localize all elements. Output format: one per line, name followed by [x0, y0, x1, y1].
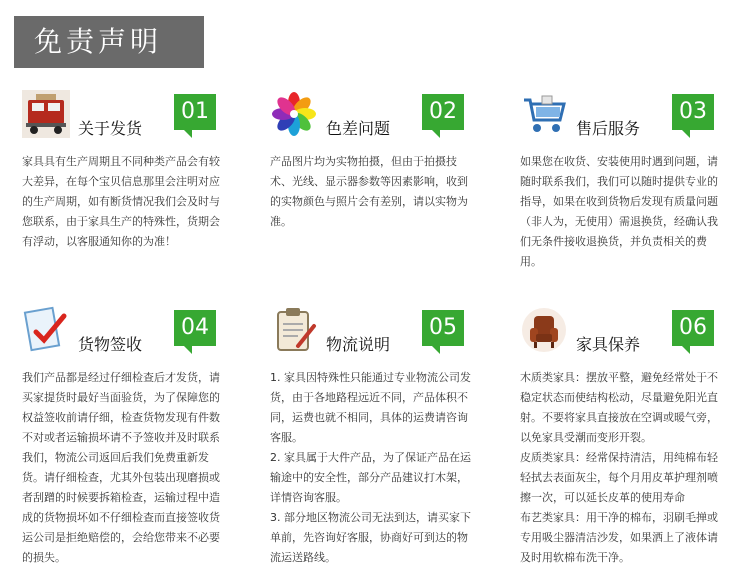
- checklist-icon: [22, 306, 70, 354]
- card-body: [520, 368, 725, 568]
- card-text: 如果您在收货、安装使用时遇到问题，请随时联系我们，我们可以随时提供专业的指导，如果在收到货物后发现有质量问题（非人为，无使用）需退换货，经确认我们无条件接收退换货，并负责相关的费用。: [520, 155, 718, 268]
- color-wheel-icon: [270, 90, 318, 138]
- card-text: 2. 家具属于大件产品，为了保证产品在运输途中的安全性，部分产品建议打木架，详情咨询客服。: [270, 451, 471, 504]
- card-text: 产品图片均为实物拍摄，但由于拍摄技术、光线、显示器参数等因素影响，收到的实物颜色与照片会有差别，请以实物为准。: [270, 155, 468, 228]
- armchair-icon: [520, 306, 568, 354]
- card-text: 我们产品都是经过仔细检查后才发货，请买家提货时最好当面验货，为了保障您的权益签收前请仔细，检查货物发现有件数不对或者运输损坏请不予签收并及时联系我们，物流公司返回后我们免费重新发货。请仔细检查，尤其外包装出现磨损或者刮蹭的时候要拆箱检查，运输过程中造成的货物损坏如不仔细检查而直接签收货运公司是拒绝赔偿的，会给您带来不必要的损失。: [22, 371, 220, 564]
- card-text: 布艺类家具：用干净的棉布，羽刷毛掸或专用吸尘器清洁沙发，如果洒上了液体请及时用软棉布洗干净。: [520, 511, 718, 564]
- card-number-badge: 02: [422, 94, 464, 130]
- card-text: 1. 家具因特殊性只能通过专业物流公司发货，由于各地路程远近不同，产品体积不同，运费也就不相同，具体的运费请咨询客服。: [270, 371, 471, 444]
- card-text: 家具具有生产周期且不同种类产品会有较大差异，在每个宝贝信息那里会注明对应的生产周期，如有断货情况我们会及时与您联系，由于家具生产的特殊性，货期会有浮动，以客服通知你的为准！: [22, 155, 220, 248]
- card-title: 关于发货: [78, 119, 143, 138]
- disclaimer-banner: [14, 16, 204, 68]
- clipboard-icon: [270, 306, 318, 354]
- card-text: 木质类家具：摆放平整，避免经常处于不稳定状态而使结构松动，尽量避免阳光直射。不要将家具直接放在空调或暖气旁，以免家具受潮而变形开裂。: [520, 371, 718, 444]
- card-title: 物流说明: [326, 335, 391, 354]
- card-title: 家具保养: [576, 335, 641, 354]
- card-number-badge: 06: [672, 310, 714, 346]
- card-body: [22, 368, 227, 568]
- card-body: [270, 368, 475, 568]
- card-number-badge: 01: [174, 94, 216, 130]
- card-text: 3. 部分地区物流公司无法到达，请买家下单前，先咨询好客服，协商好可到达的物流运送路线。: [270, 511, 471, 564]
- shopping-cart-icon: [520, 90, 568, 138]
- card-title: 色差问题: [326, 119, 391, 138]
- card-body: [270, 152, 475, 232]
- card-text: 皮质类家具：经常保持清洁，用纯棉布轻轻拭去表面灰尘，每个月用皮革护理剂喷擦一次，可以延长皮革的使用寿命: [520, 451, 718, 504]
- card-title: 货物签收: [78, 335, 143, 354]
- card-number-badge: 03: [672, 94, 714, 130]
- card-title: 售后服务: [576, 119, 641, 138]
- truck-icon: [22, 90, 70, 138]
- banner-title: 免责声明: [34, 25, 163, 58]
- card-body: [22, 152, 227, 252]
- card-number-badge: 04: [174, 310, 216, 346]
- card-number-badge: 05: [422, 310, 464, 346]
- card-body: [520, 152, 725, 272]
